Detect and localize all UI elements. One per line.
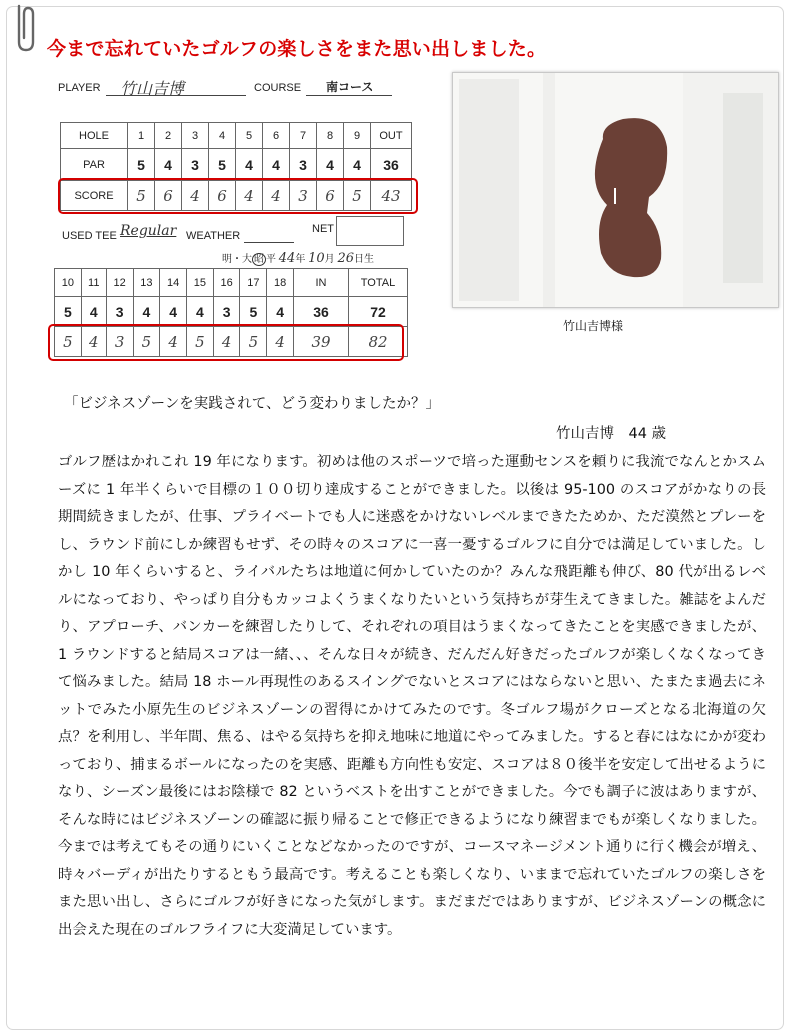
score-value: 4 (213, 327, 240, 357)
par-value: 4 (263, 149, 290, 181)
score-value: 3 (290, 181, 317, 211)
hole-number: 5 (236, 123, 263, 149)
net-label: NET (312, 223, 334, 235)
par-value: 4 (236, 149, 263, 181)
hole-number: 1 (128, 123, 155, 149)
total-label: TOTAL (349, 269, 408, 297)
par-value: 4 (344, 149, 371, 181)
net-box (336, 216, 404, 246)
par-out: 36 (371, 149, 412, 181)
author-name-age: 竹山吉博 44 歳 (556, 426, 667, 442)
interview-question: 「ビジネスゾーンを実践されて、どう変わりましたか？」 (64, 396, 440, 412)
par-total: 72 (349, 297, 408, 327)
par-value: 4 (155, 149, 182, 181)
score-value: 4 (81, 327, 106, 357)
par-value: 5 (209, 149, 236, 181)
score-value: 5 (133, 327, 160, 357)
score-value: 4 (267, 327, 294, 357)
par-in: 36 (294, 297, 349, 327)
score-label: SCORE (61, 181, 128, 211)
hole-number: 11 (81, 269, 106, 297)
par-label: PAR (61, 149, 128, 181)
in-label: IN (294, 269, 349, 297)
par-value: 4 (317, 149, 344, 181)
page-headline: 今まで忘れていたゴルフの楽しさをまた思い出しました。 (47, 38, 547, 60)
photo-caption: 竹山吉博様 (563, 319, 624, 333)
hole-number: 8 (317, 123, 344, 149)
score-value: 4 (236, 181, 263, 211)
course-label: COURSE (254, 82, 302, 94)
back-score-highlight (48, 324, 404, 361)
par-value: 3 (290, 149, 317, 181)
course-name: 南コース (326, 80, 374, 94)
par-value: 4 (267, 297, 294, 327)
used-tee-value: Regular (120, 223, 177, 239)
score-value: 4 (160, 327, 187, 357)
par-value: 5 (55, 297, 82, 327)
score-value: 3 (106, 327, 133, 357)
hole-number: 9 (344, 123, 371, 149)
photo-image (453, 73, 778, 307)
used-tee-label: USED TEE (62, 230, 117, 242)
hole-number: 16 (213, 269, 240, 297)
par-value: 4 (133, 297, 160, 327)
weather-label: WEATHER (186, 230, 241, 242)
hole-number: 10 (55, 269, 82, 297)
score-total: 82 (349, 327, 408, 357)
birth-date: 明・大 昭 平 44年 10月 26日生 (222, 251, 374, 266)
hole-number: 15 (187, 269, 214, 297)
score-value: 6 (209, 181, 236, 211)
hole-number: 2 (155, 123, 182, 149)
hole-number: 6 (263, 123, 290, 149)
customer-photo (452, 72, 779, 308)
score-value: 4 (182, 181, 209, 211)
par-value: 5 (128, 149, 155, 181)
score-in: 39 (294, 327, 349, 357)
par-value: 4 (187, 297, 214, 327)
hole-number: 18 (267, 269, 294, 297)
hole-number: 7 (290, 123, 317, 149)
player-label: PLAYER (58, 82, 101, 94)
front-score-highlight (58, 178, 418, 214)
hole-number: 4 (209, 123, 236, 149)
score-value: 5 (55, 327, 82, 357)
out-label: OUT (371, 123, 412, 149)
scorecard (50, 70, 422, 370)
score-out: 43 (371, 181, 412, 211)
score-value: 4 (263, 181, 290, 211)
par-value: 4 (160, 297, 187, 327)
par-value: 3 (182, 149, 209, 181)
score-value: 6 (317, 181, 344, 211)
score-value: 5 (344, 181, 371, 211)
paperclip-icon (9, 2, 39, 54)
par-value: 4 (81, 297, 106, 327)
score-value: 5 (240, 327, 267, 357)
hole-number: 13 (133, 269, 160, 297)
hole-label: HOLE (61, 123, 128, 149)
hole-number: 3 (182, 123, 209, 149)
player-name: 竹山吉博 (120, 79, 185, 98)
par-value: 3 (106, 297, 133, 327)
par-value: 3 (213, 297, 240, 327)
hole-number: 14 (160, 269, 187, 297)
score-value: 5 (128, 181, 155, 211)
par-value: 5 (240, 297, 267, 327)
hole-number: 17 (240, 269, 267, 297)
score-value: 6 (155, 181, 182, 211)
hole-number: 12 (106, 269, 133, 297)
testimonial-body: ゴルフ歴はかれこれ 19 年になります。初めは他のスポーツで培った運動センスを頼りに我流でなんとかスムーズに 1 年半くらいで目標の１００切り達成することができました。以後は 95-100 のスコアがかなりの長期間続きましたが、仕事、プライベートでも人に迷惑をかけないレベルまできたためか、ただ漠然とプレーをし、ラウンド前にしか練習もせず、その時々のスコアに一喜一憂するゴルフに自分では満足していました。しかし 10 年くらいすると、ライバルたちは地道に何かしていたのか？みんな飛距離も伸び、80 代が出るレベルになっており、やっぱり自分もカッコよくうまくなりたいという気持ちが芽生えてきました。雑誌をよんだり、アプローチ、バンカーを練習したりして、それぞれの項目はうまくなってきたことを実感できましたが、1 ラウンドすると結局スコアは一緒、、、そんな日々が続き、だんだん好きだったゴルフが楽しくなくなってきて悩みました。結局 18 ホール再現性のあるスイングでないとスコアにはならないと思い、たまたま過去にネットでみた小原先生のビジネスゾーンの習得にかけてみたのです。冬ゴルフ場がクローズとなる北海道の欠点？を利用し、半年間、焦る、はやる気持ちを抑え地味に地道にやってみました。すると春にはなにかが変わっており、捕まるボールになったのを実感、距離も方向性も安定、スコアは８０後半を安定して出せるようになり、シーズン最後にはお陰様で 82 というベストを出すことができました。今でも調子に波はありますが、そんな時にはビジネスゾーンの確認に振り帰ることで修正できるようになり練習までもが楽しくなりました。今までは考えてもその通りにいくことなどなかったのですが、コースマネージメント通りに行く機会が増え、時々バーディが出たりするともう最高です。考えることも楽しくなり、いままで忘れていたゴルフの楽しさをまた思い出し、さらにゴルフが好きになった気がします。まだまだではありますが、ビジネスゾーンの概念に出会えた現在のゴルフライフに大変満足しています。 (58, 454, 766, 938)
score-value: 5 (187, 327, 214, 357)
